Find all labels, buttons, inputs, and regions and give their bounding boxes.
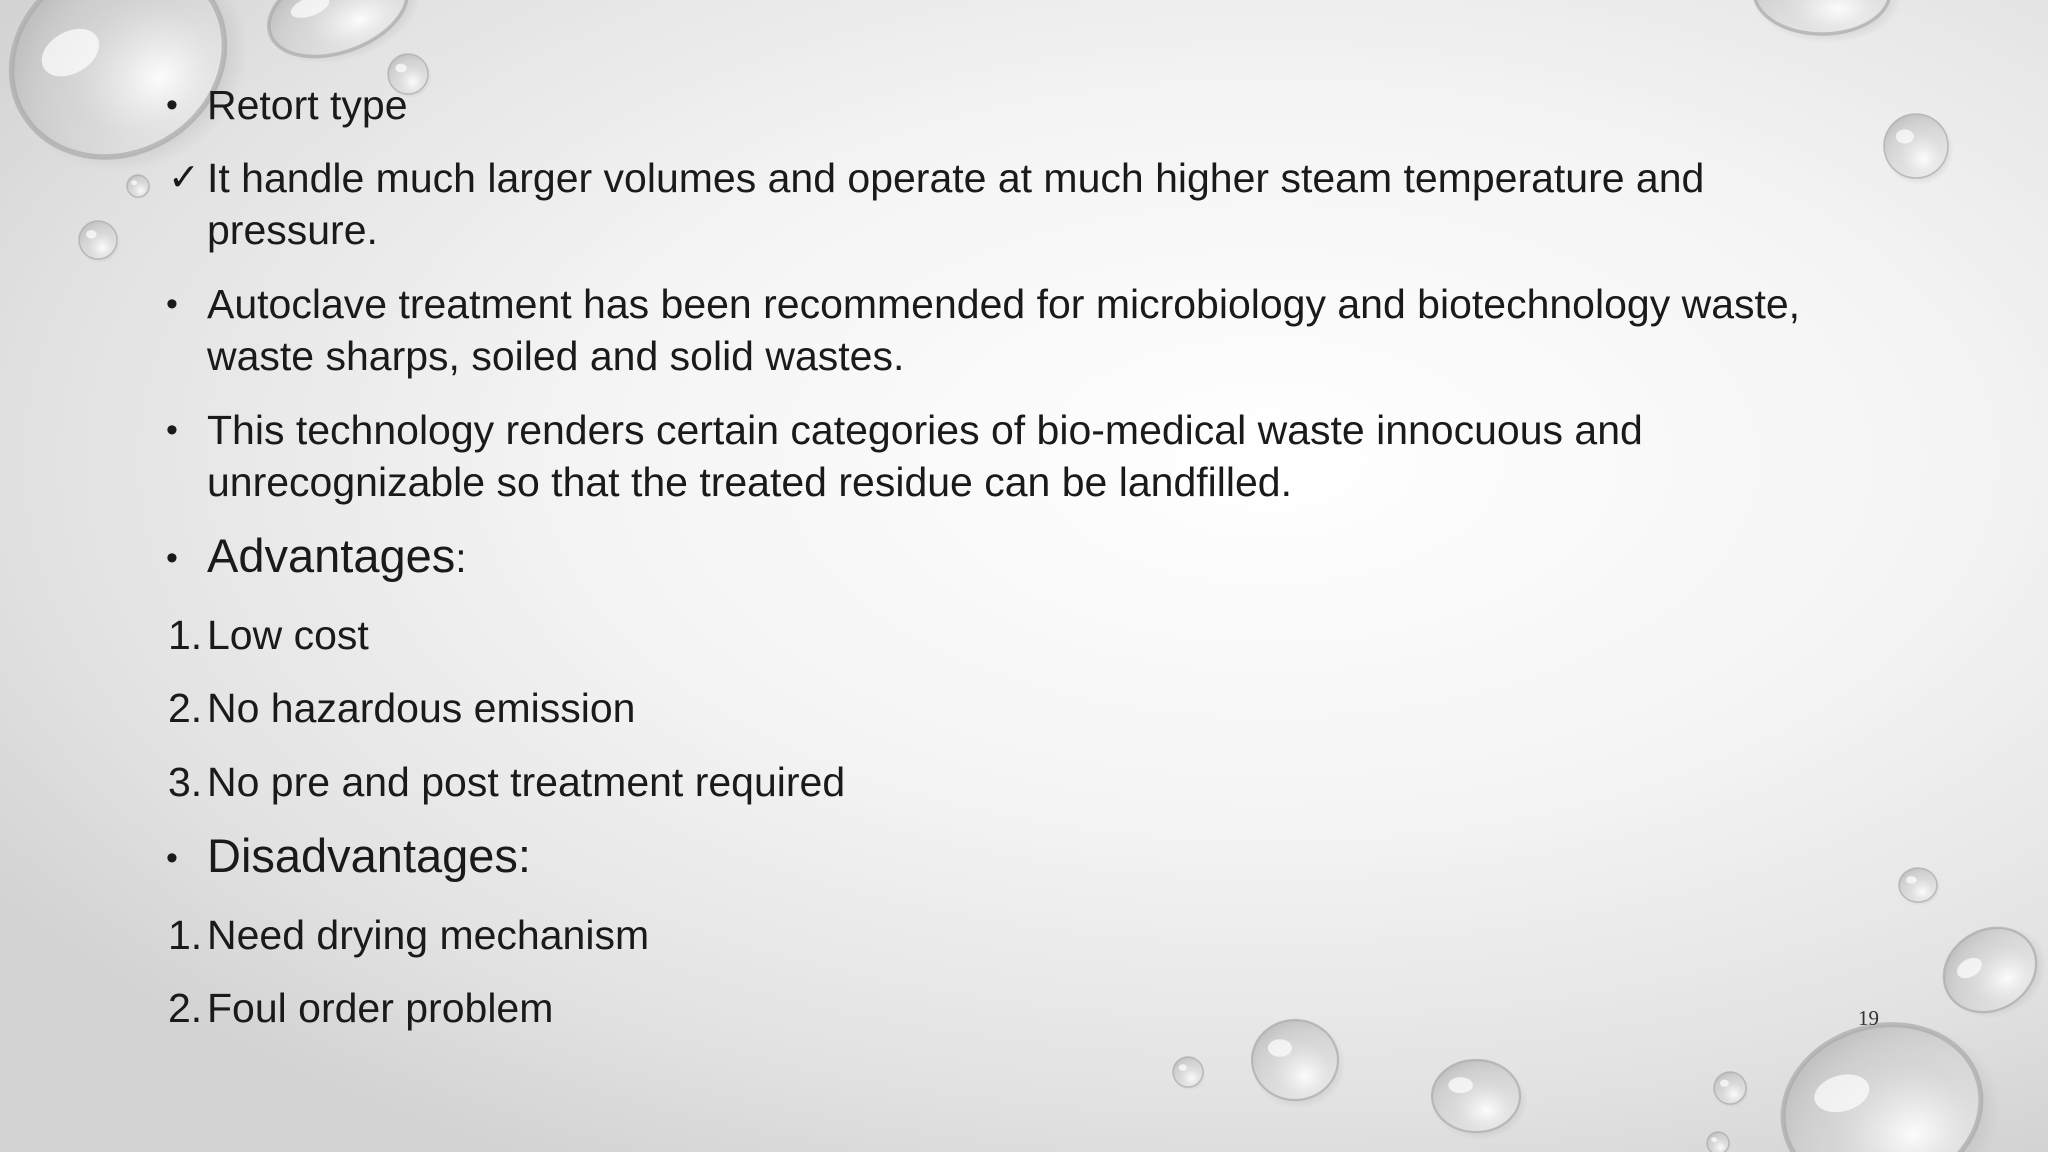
technology-point-line-1: This technology renders certain categories of bio-medical waste innocuous and	[207, 407, 1643, 453]
list-number: 1.	[168, 612, 203, 658]
water-droplet	[1762, 998, 2022, 1152]
retort-type-heading: Retort type	[207, 82, 408, 128]
list-number: 2.	[168, 985, 203, 1031]
bullet-marker: •	[166, 285, 178, 323]
checkmark-icon: ✓	[168, 157, 200, 199]
disadvantage-item: Need drying mechanism	[207, 912, 650, 958]
list-number: 1.	[168, 912, 203, 958]
disadvantages-heading: Disadvantages:	[207, 829, 531, 882]
water-droplet	[1753, 0, 1903, 43]
water-droplet	[1251, 1020, 1346, 1109]
advantage-item: Low cost	[207, 612, 369, 658]
water-droplet	[1899, 868, 1941, 906]
bullet-marker: •	[166, 411, 178, 449]
water-droplet	[1883, 114, 1953, 185]
water-droplet	[1714, 1072, 1749, 1108]
advantages-heading-text: Advantages	[207, 529, 456, 582]
water-droplet	[1173, 1057, 1206, 1090]
water-droplet	[1707, 1132, 1731, 1152]
advantage-item: No pre and post treatment required	[207, 759, 846, 805]
bullet-marker: •	[166, 839, 178, 877]
water-droplet	[127, 175, 151, 199]
bullet-marker: •	[166, 86, 178, 124]
retort-point-line-2: pressure.	[207, 207, 378, 253]
advantage-item: No hazardous emission	[207, 685, 636, 731]
disadvantage-item: Foul order problem	[207, 985, 554, 1031]
autoclave-point-line-1: Autoclave treatment has been recommended for microbiology and biotechnology waste,	[207, 281, 1801, 327]
water-droplet	[79, 221, 121, 263]
technology-point-line-2: unrecognizable so that the treated residue can be landfilled.	[207, 459, 1292, 505]
advantages-heading-colon: :	[455, 535, 467, 581]
page-number: 19	[1858, 1006, 1879, 1030]
bullet-marker: •	[166, 539, 178, 577]
water-droplet	[1431, 1060, 1528, 1140]
list-number: 2.	[168, 685, 203, 731]
autoclave-point-line-2: waste sharps, soiled and solid wastes.	[207, 333, 905, 379]
water-droplet	[1928, 907, 2048, 1037]
advantages-heading	[207, 530, 467, 584]
retort-point-line-1: It handle much larger volumes and operate at much higher steam temperature and	[207, 155, 1705, 201]
list-number: 3.	[168, 759, 203, 805]
